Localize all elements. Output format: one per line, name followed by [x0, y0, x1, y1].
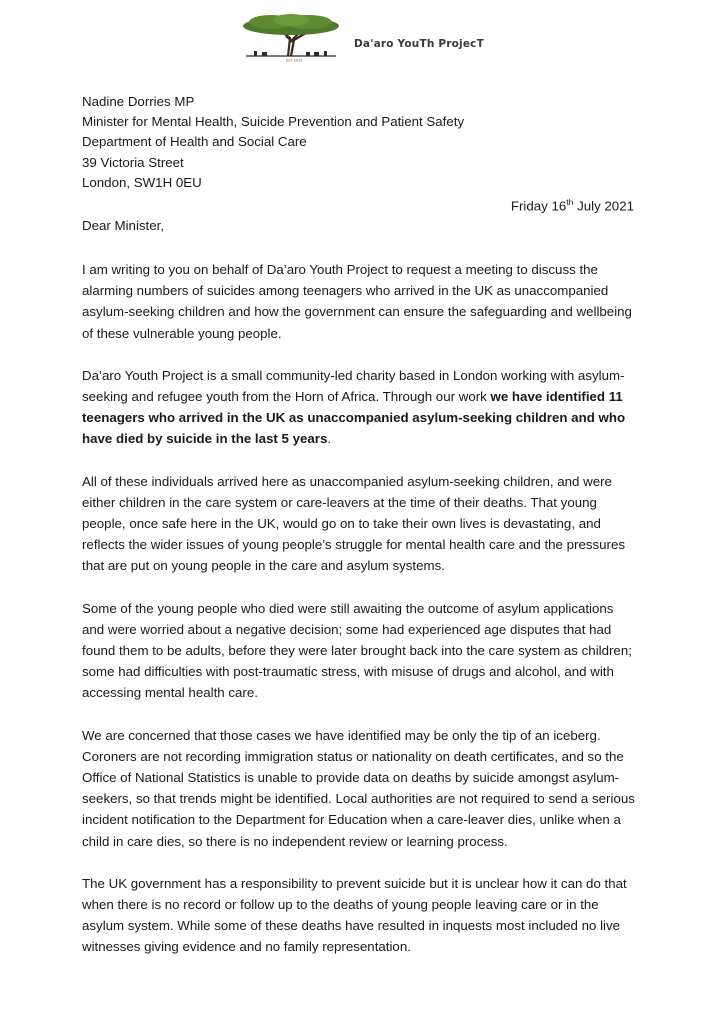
recipient-street: 39 Victoria Street: [82, 154, 184, 170]
letter-date: [511, 197, 634, 213]
date-month-year: July 2021: [573, 198, 634, 214]
body-paragraph: We are concerned that those cases we have identified may be only the tip of an iceberg. Coroners are not recording immigration status or nationality on death certificates, and so the Office of National Statistics is unable to provide data on deaths by suicide amongst asylum-seekers, so that trends might be identified. Local authorities are not required to send a serious incident notification to the Department for Education when a care-leaver dies, unlike when a child in care dies, so there is no independent review or learning process.: [82, 727, 635, 849]
organization-name: Da'aro YouTh ProjecT: [354, 38, 484, 50]
recipient-title: Minister for Mental Health, Suicide Prevention and Patient Safety: [82, 114, 465, 130]
recipient-department: Department of Health and Social Care: [82, 134, 307, 150]
body-paragraph: All of these individuals arrived here as unaccompanied asylum-seeking children, and were either children in the care system or care-leavers at the time of their deaths. That young people, once safe here in the UK, would go on to take their own lives is devastating, and reflects the wider issues of young people’s struggle for mental health care and the pressures that are put on young people in the care and asylum systems.: [82, 473, 626, 574]
logo-caption: EST 2015: [286, 58, 303, 62]
tree-logo-icon: [236, 12, 356, 62]
paragraph-text: .: [327, 431, 332, 447]
paragraph-bold-text: we have identified 11 teenagers who arrived in the UK as unaccompanied asylum-seeking children and who have died by suicide in the last 5 years: [82, 389, 626, 447]
recipient-address: [82, 92, 464, 193]
date-ordinal-suffix: th: [566, 197, 574, 207]
body-paragraph: Some of the young people who died were still awaiting the outcome of asylum applications and were worried about a negative decision; some had experienced age disputes that had found them to be adults, before they were later brought back into the care system as children; some had difficulties with post-traumatic stress, with misuse of drugs and alcohol, and with accessing mental health care.: [82, 600, 632, 701]
date-day: Friday 16: [510, 198, 567, 214]
body-paragraph: The UK government has a responsibility to prevent suicide but it is unclear how it can do that when there is no record or follow up to the deaths of young people leaving care or in the asylum system. While some of these deaths have resulted in inquests most included no live witnesses giving evidence and no family representation.: [82, 875, 627, 955]
body-paragraph: I am writing to you on behalf of Da’aro Youth Project to request a meeting to discuss the alarming numbers of suicides among teenagers who arrived in the UK as unaccompanied asylum-seeking children and how the government can ensure the safeguarding and wellbeing of these vulnerable young people.: [82, 262, 632, 341]
recipient-city-postcode: London, SW1H 0EU: [82, 174, 202, 190]
paragraph-text: Da’aro Youth Project is a small community-led charity based in London working with asylum-seeking and refugee youth from the Horn of Africa. Through our work: [82, 367, 625, 405]
letterhead-logo: [236, 12, 484, 62]
letter-body: [82, 259, 638, 979]
recipient-name: Nadine Dorries MP: [82, 94, 195, 109]
body-paragraph: [82, 365, 638, 450]
salutation: Dear Minister,: [82, 218, 165, 233]
